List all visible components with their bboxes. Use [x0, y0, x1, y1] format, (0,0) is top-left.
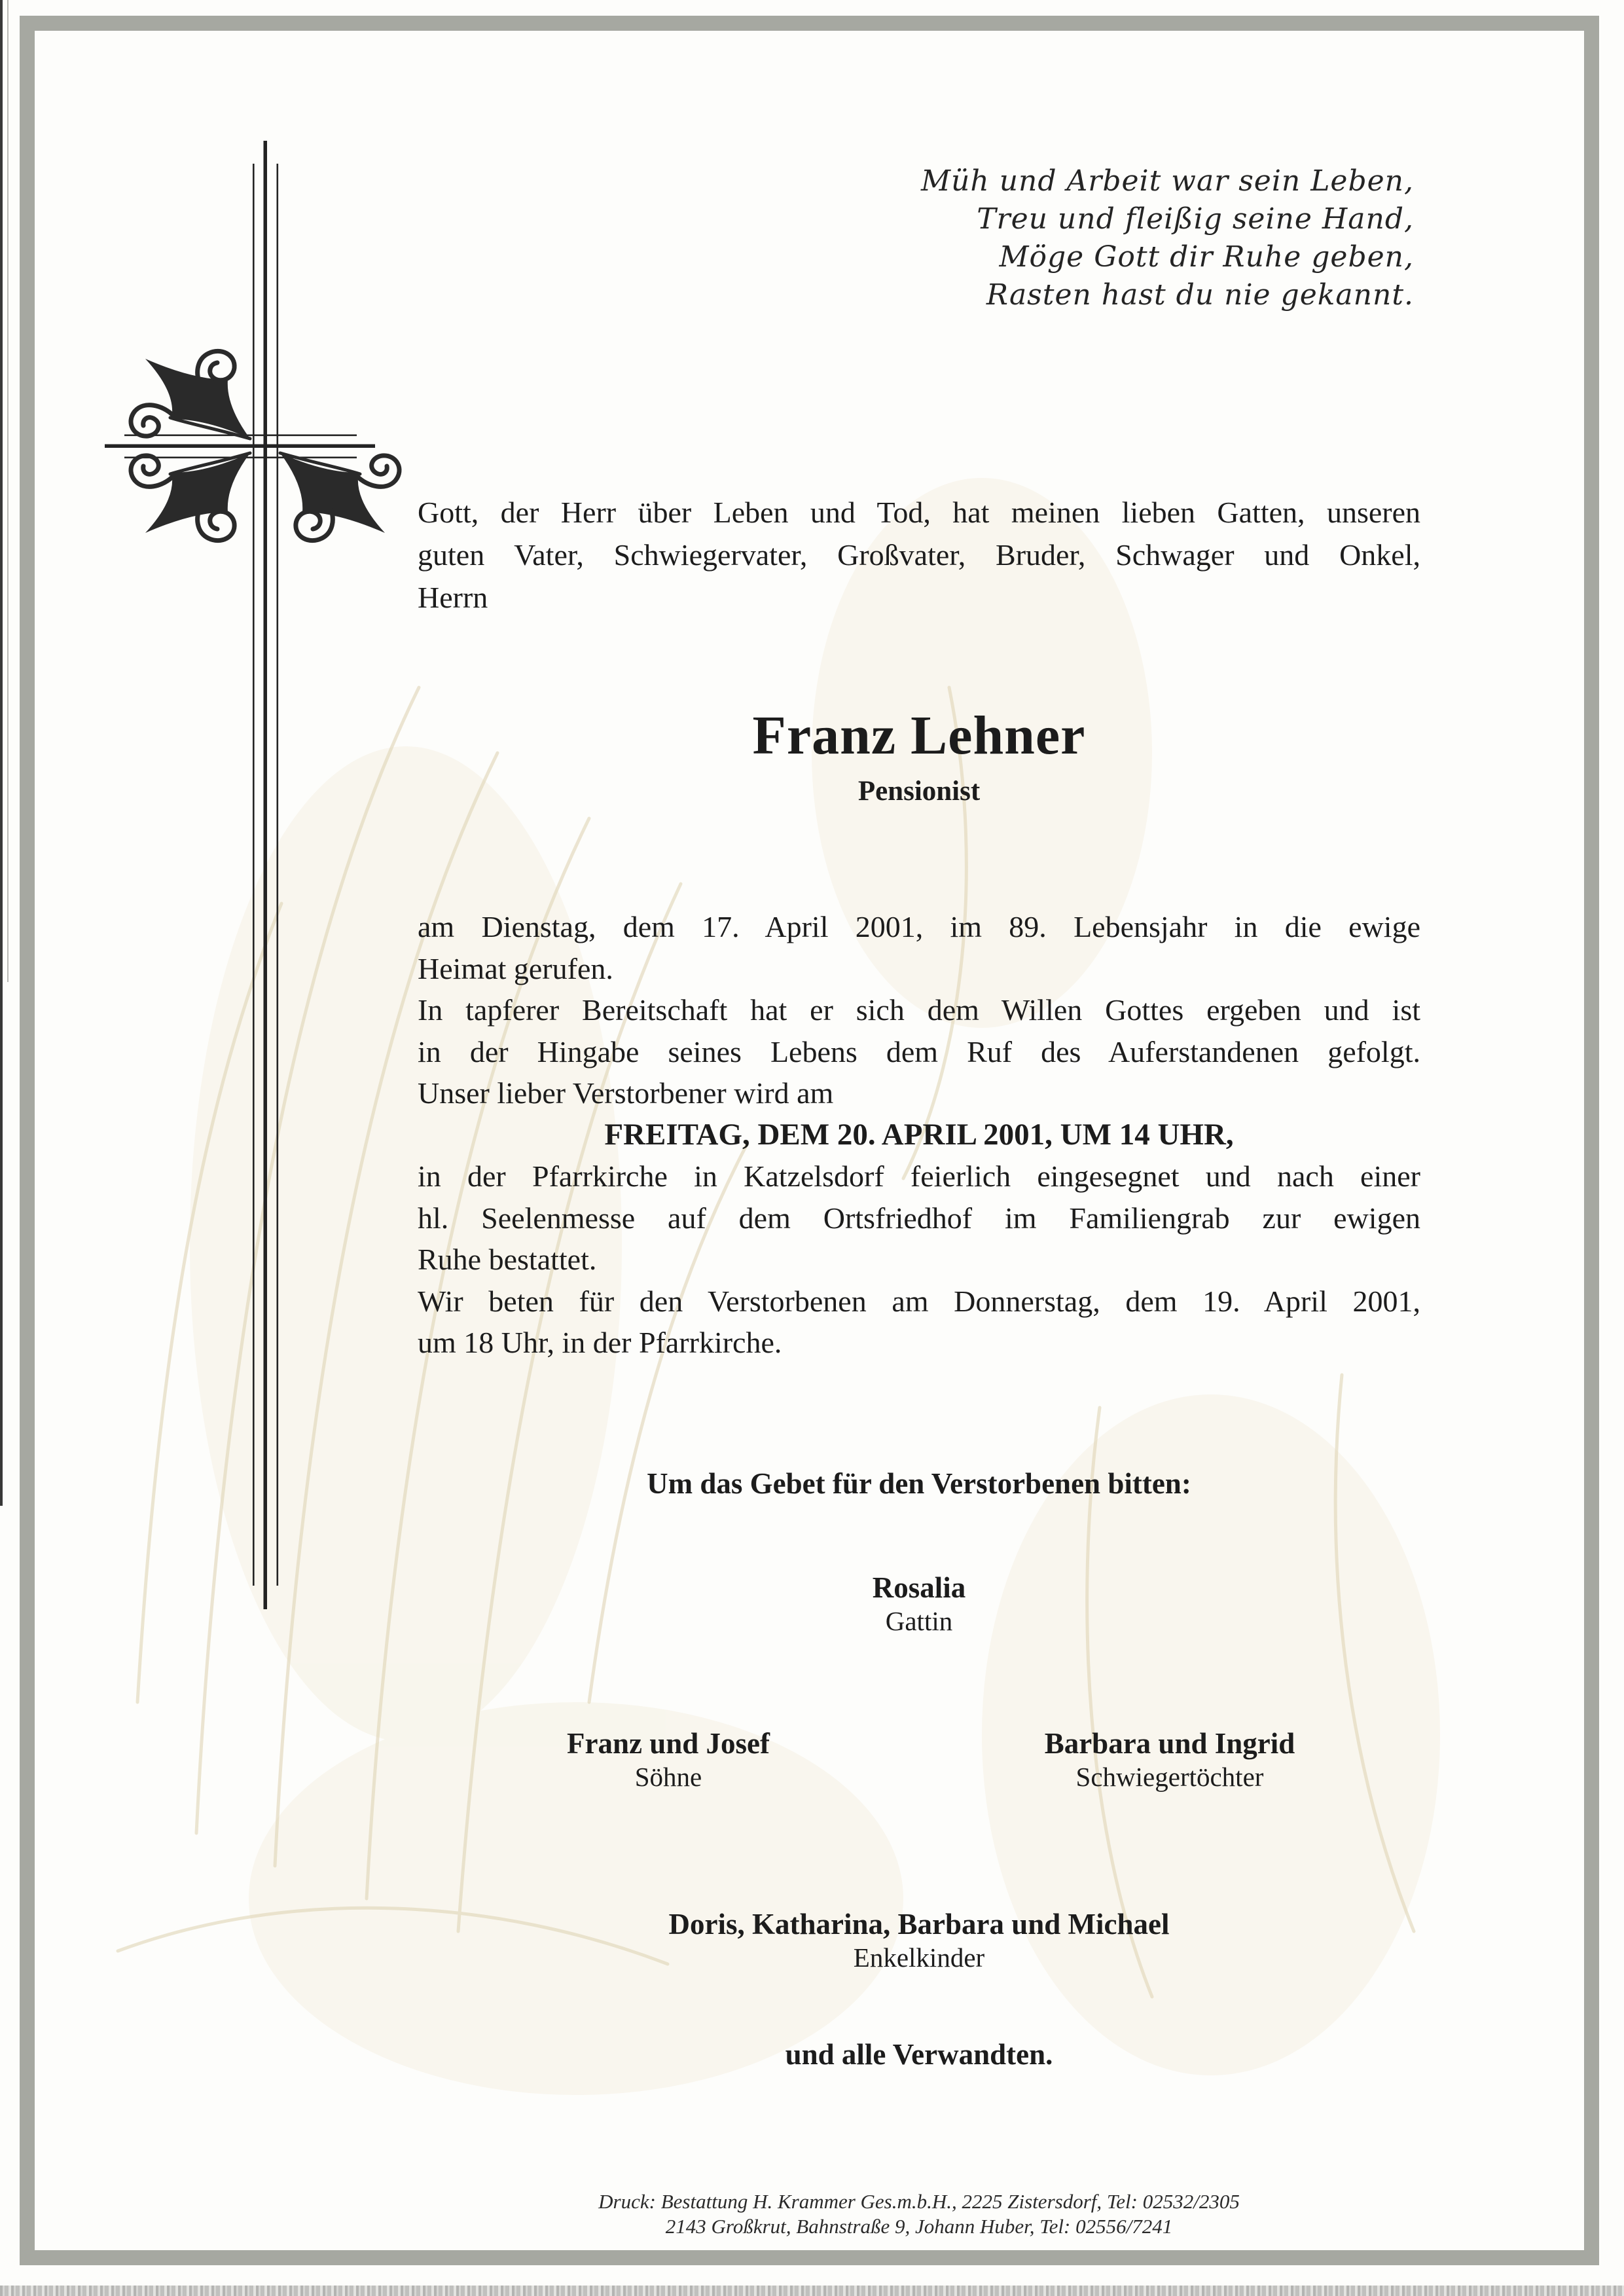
- mourners-row: [418, 1726, 1420, 1793]
- body-line: In tapferer Bereitschaft hat er sich dem Willen Gottes ergeben und ist: [418, 993, 1420, 1027]
- body-line: Unser lieber Verstorbener wird am: [418, 1076, 834, 1110]
- intro-line: Herrn: [418, 581, 488, 614]
- poem-line: Möge Gott dir Ruhe geben,: [999, 240, 1414, 274]
- poem-line: Müh und Arbeit war sein Leben,: [920, 164, 1414, 198]
- deceased-block: [418, 706, 1420, 808]
- mourner-names: Doris, Katharina, Barbara und Michael: [668, 1908, 1170, 1941]
- scan-edge-artifact: [0, 0, 3, 1506]
- body-line: Ruhe bestattet.: [418, 1243, 597, 1276]
- mourner-names: Barbara und Ingrid: [1044, 1727, 1295, 1760]
- scan-edge-artifact: [0, 2286, 1624, 2296]
- mourner-entry-grandchildren: [418, 1906, 1420, 1973]
- mourner-relation: Schwiegertöchter: [1075, 1762, 1264, 1792]
- mourner-names: Franz und Josef: [566, 1727, 770, 1760]
- mourners-closing: und alle Verwandten.: [785, 2038, 1053, 2071]
- announcement-paragraphs: [418, 906, 1420, 1364]
- body-line: hl. Seelenmesse auf dem Ortsfriedhof im Familiengrab zur ewigen: [418, 1201, 1420, 1235]
- imprint-line: Druck: Bestattung H. Krammer Ges.m.b.H., 2225 Zistersdorf, Tel: 02532/2305: [598, 2190, 1240, 2213]
- memorial-poem: [921, 162, 1414, 314]
- body-line: in der Hingabe seines Lebens dem Ruf des Auferstandenen gefolgt.: [418, 1034, 1420, 1068]
- mourner-relation: Gattin: [885, 1606, 953, 1636]
- deceased-name: Franz Lehner: [752, 705, 1086, 766]
- deceased-title: Pensionist: [857, 776, 981, 807]
- mourner-entry-sons: [418, 1726, 919, 1793]
- printer-imprint: [418, 2189, 1420, 2239]
- intro-line: guten Vater, Schwiegervater, Großvater, Bruder, Schwager und Onkel,: [418, 538, 1420, 572]
- imprint-line: 2143 Großkrut, Bahnstraße 9, Johann Huber, Tel: 02556/7241: [665, 2215, 1173, 2238]
- scan-edge-artifact: [7, 0, 9, 982]
- mourner-names: Rosalia: [872, 1571, 966, 1604]
- introduction-paragraph: [418, 491, 1420, 619]
- mourner-entry-daughters-in-law: [919, 1726, 1420, 1793]
- body-line: am Dienstag, dem 17. April 2001, im 89. Lebensjahr in die ewige: [418, 910, 1420, 943]
- mourners-heading: Um das Gebet für den Verstorbenen bitten:: [647, 1467, 1191, 1500]
- body-line: Wir beten für den Verstorbenen am Donnerstag, dem 19. April 2001,: [418, 1284, 1420, 1318]
- body-line: in der Pfarrkirche in Katzelsdorf feierlich eingesegnet und nach einer: [418, 1159, 1420, 1193]
- funeral-datetime-line: FREITAG, DEM 20. APRIL 2001, UM 14 UHR,: [604, 1117, 1234, 1152]
- body-line: Heimat gerufen.: [418, 951, 613, 985]
- mourner-entry-widow: [418, 1570, 1420, 1637]
- poem-line: Treu und fleißig seine Hand,: [977, 202, 1414, 236]
- mourner-relation: Enkelkinder: [853, 1942, 985, 1973]
- mourner-relation: Söhne: [634, 1762, 702, 1792]
- poem-line: Rasten hast du nie gekannt.: [986, 278, 1414, 312]
- intro-line: Gott, der Herr über Leben und Tod, hat meinen lieben Gatten, unseren: [418, 496, 1420, 529]
- body-line: um 18 Uhr, in der Pfarrkirche.: [418, 1326, 782, 1359]
